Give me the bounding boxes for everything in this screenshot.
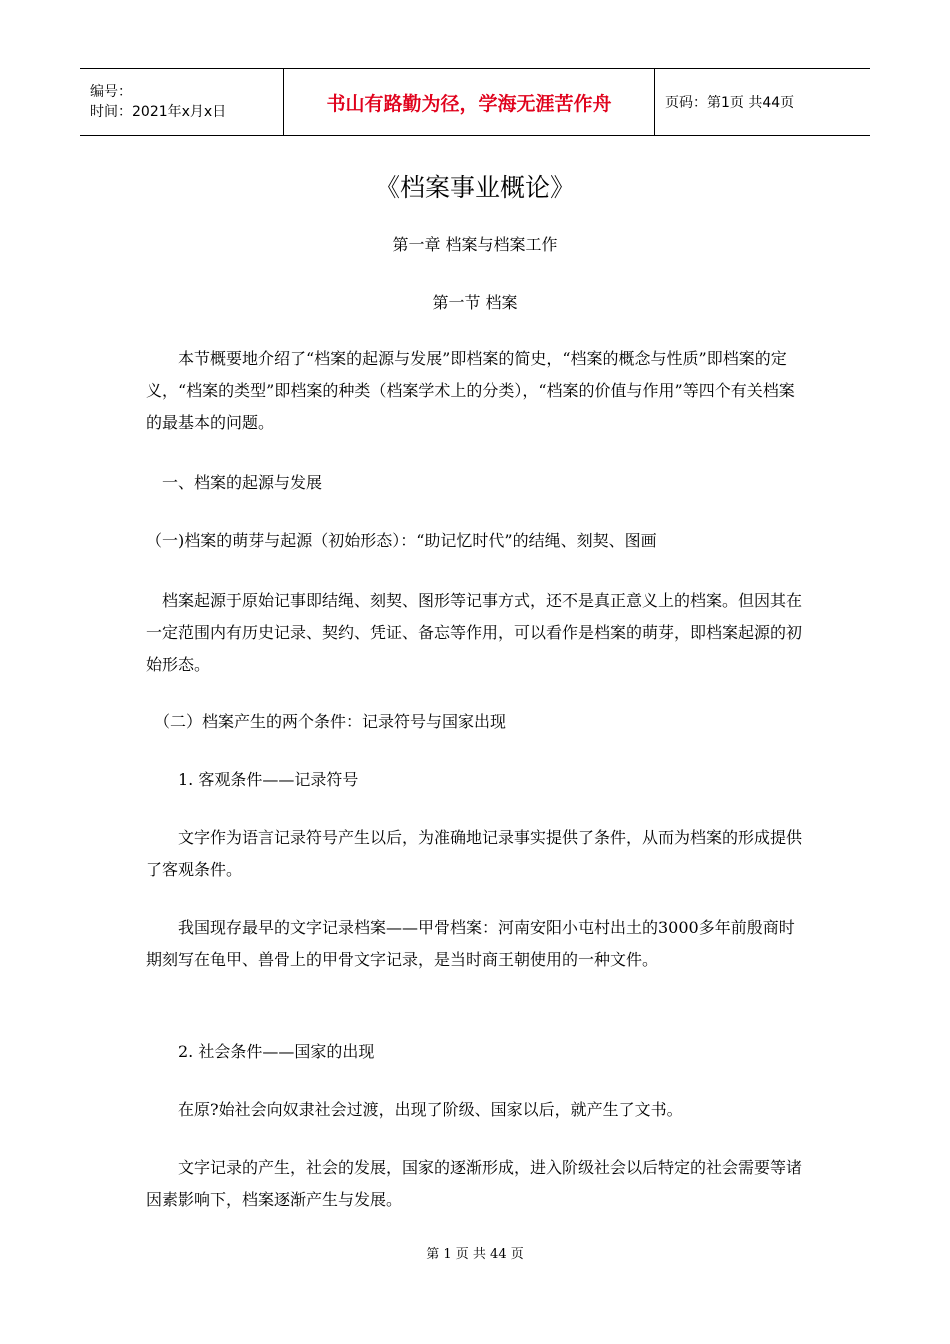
paragraph-oracle-bones: 我国现存最早的文字记录档案——甲骨档案：河南安阳小屯村出土的3000多年前殷商时期刻写在龟甲、兽骨上的甲骨文字记录，是当时商王朝使用的一种文件。 [146,918,795,969]
heading-origin: 一、档案的起源与发展 [146,473,323,492]
doc-date-label: 时间：2021年x月x日 [90,104,227,120]
document-title: 《档案事业概论》 [374,173,575,202]
header-meta [80,69,283,135]
intro-paragraph: 本节概要地介绍了“档案的起源与发展”即档案的简史，“档案的概念与性质”即档案的定义，“档案的类型”即档案的种类（档案学术上的分类），“档案的价值与作用”等四个有关档案的最基本的问题。 [146,349,795,432]
page-footer: 第 1 页 共 44 页 [426,1247,524,1262]
doc-number-label: 编号： [90,84,132,100]
subheading-sprout: （一)档案的萌芽与起源（初始形态）：“助记忆时代”的结绳、刻契、图画 [146,531,657,550]
header-motto-cell [283,69,655,135]
section-heading: 第一节 档案 [432,293,518,312]
subheading-conditions: （二）档案产生的两个条件：记录符号与国家出现 [146,712,507,731]
paragraph-writing: 文字作为语言记录符号产生以后，为准确地记录事实提供了条件，从而为档案的形成提供了客观条件。 [146,828,803,879]
header-page-info [655,69,794,135]
paragraph-development: 文字记录的产生，社会的发展，国家的逐渐形成，进入阶级社会以后特定的社会需要等诸因素影响下，档案逐渐产生与发展。 [146,1158,803,1209]
paragraph-transition: 在原?始社会向奴隶社会过渡，出现了阶级、国家以后，就产生了文书。 [146,1100,683,1119]
paragraph-origin: 档案起源于原始记事即结绳、刻契、图形等记事方式，还不是真正意义上的档案。但因其在一定范围内有历史记录、契约、凭证、备忘等作用，可以看作是档案的萌芽，即档案起源的初始形态。 [146,591,803,674]
page-info-text: 页码：第1页 共44页 [665,95,795,111]
chapter-heading: 第一章 档案与档案工作 [392,235,558,254]
page-header [80,68,870,136]
item-objective-condition: 1. 客观条件——记录符号 [146,770,359,789]
motto-text: 书山有路勤为径，学海无涯苦作舟 [326,92,612,115]
item-social-condition: 2. 社会条件——国家的出现 [146,1042,375,1061]
